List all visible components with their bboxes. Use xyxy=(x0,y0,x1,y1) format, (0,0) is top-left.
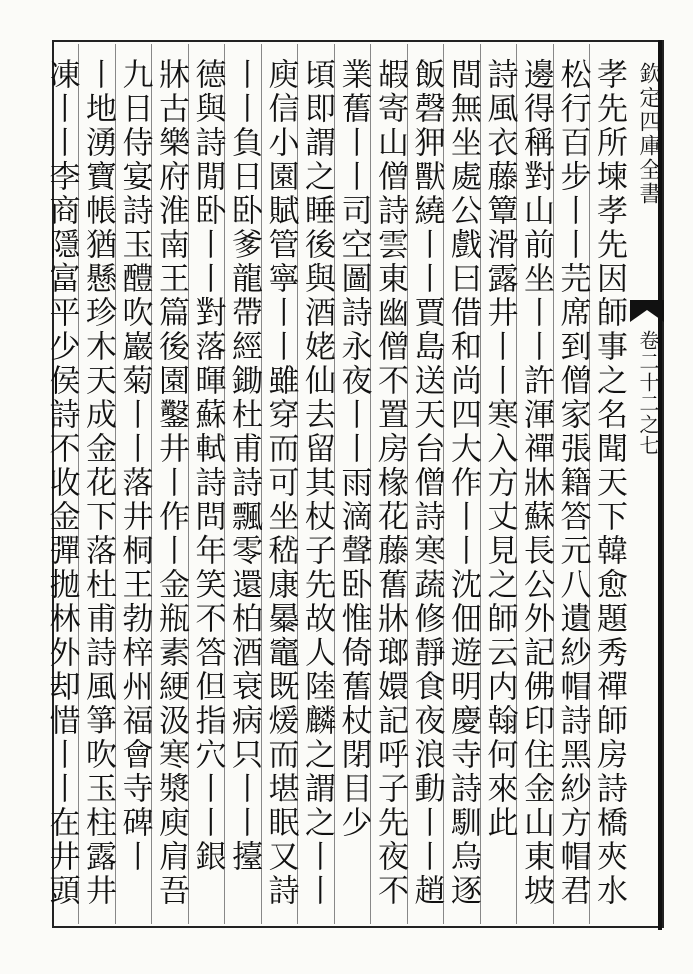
text-column: 孝先所堜孝先因師事之名聞天下韓愈題秀禪師房詩橋夾水 xyxy=(591,58,627,908)
text-column: 九日侍宴詩玉醴吹巖菊丨丨落井桐王勃梓州福會寺碑丨 xyxy=(116,58,153,874)
text-column: 丨地湧寶帳猶懸珍木天成金花下落杜甫詩風箏吹玉柱露井 xyxy=(80,58,116,908)
text-column: 德與詩閒卧丨丨對落暉蘇軾詩問年笑不答但指穴丨丨銀 xyxy=(189,58,226,874)
text-column: 頃即謂之睡後與酒姥仙去留其杖子先故人陸麟之謂之丨丨 xyxy=(299,58,335,908)
text-column: 邊得稱對山前坐丨丨許渾禪牀蘇長公外記佛印住金山東坡 xyxy=(518,58,554,908)
text-column: 松行百步丨丨芫席到僧家張籍答元八遺紗帽詩黑紗方帽君 xyxy=(554,58,591,908)
fish-tail-mark-icon xyxy=(630,300,664,322)
text-column: 業𦾔丨丨司空圖詩永夜丨丨雨滴聲卧惟倚𦾔杖閉目少 xyxy=(335,58,372,840)
text-column: 牀古樂府淮南王篇後園鑿井丨作丨金瓶素綆汲寒漿庾肩吾 xyxy=(153,58,189,908)
text-column: 丨丨負日卧爹龍帶經鋤杜甫詩飄零還柏酒衰病只丨丨擡 xyxy=(226,58,262,874)
text-column: 嘏寄山僧詩雲東幽僧不置房椽花藤𦾔牀瑯嬛記呼子先夜不 xyxy=(372,58,408,908)
text-column: 庾信小園賦管寧丨丨雖穿而可坐嵇康㬥竈既煖而堪眠又詩 xyxy=(262,58,299,908)
text-column: 飯磬狎獸繞丨丨賈島送天台僧詩寒蔬修靜食夜浪動丨丨趙 xyxy=(408,58,445,908)
text-column: 間無坐處公戲曰借和尚四大作丨丨沈佃遊明慶寺詩馴烏逐 xyxy=(445,58,481,908)
text-column: 詩風衣藤簟滑露井丨丨寒入方丈見之師云内翰何來此 xyxy=(481,58,518,840)
margin-book-title: 欽定四庫全書 xyxy=(636,62,661,206)
text-column: 凍丨丨李商隱富平少侯詩不收金彈拋林外却惜丨丨在井頭 xyxy=(43,58,80,908)
margin-volume-label: 卷二十二之七 xyxy=(636,330,660,456)
